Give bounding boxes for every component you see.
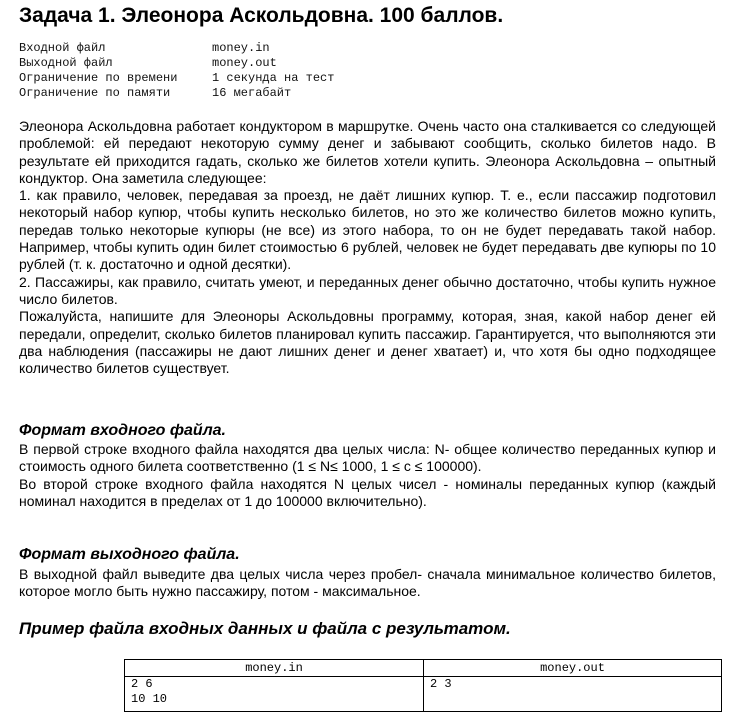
input-format-line-1: В первой строке входного файла находятся два целых числа: N- общее количество переданных купюр и стоимость одного билета соответственно (1 ≤ N≤ 1000, 1 ≤ c ≤ 100000). — [19, 441, 716, 475]
statement-intro: Элеонора Аскольдовна работает кондуктором в маршрутке. Очень часто она сталкивается со следующей проблемой: ей передают некоторую сумму денег и забывают сообщить, сколько билетов надо. В результате ей приходится гадать, сколько же билетов хотели купить. Элеонора Аскольдовна – опытный кондуктор. Она заметила следующее: — [19, 118, 716, 186]
example-table — [124, 659, 722, 712]
input-format-heading: Формат входного файла. — [19, 422, 226, 439]
statement-point-1: 1. как правило, человек, передавая за проезд, не даёт лишних купюр. Т. е., если пассажир подготовил некоторый набор купюр, чтобы купить несколько билетов, но это же количество билетов можно купить, передав только некоторые купюры (не все) из этого набора, то он не будет передавать такой набор. Например, чтобы купить один билет стоимостью 6 рублей, человек не будет передавать две купюры по 10 рублей (т. к. достаточно и одной десятки). — [19, 187, 716, 273]
output-format-heading: Формат выходного файла. — [19, 546, 240, 563]
limit-value: 16 мегабайт — [212, 86, 292, 100]
problem-title: Задача 1. Элеонора Аскольдовна. 100 баллов. — [19, 4, 504, 27]
example-data-row — [125, 677, 722, 712]
limit-row-input-file — [19, 41, 334, 56]
limit-row-output-file — [19, 56, 334, 71]
example-col-output: money.out — [424, 660, 722, 677]
input-format-text — [19, 441, 716, 510]
limit-key: Ограничение по времени — [19, 71, 178, 85]
limit-value: money.in — [212, 41, 270, 55]
example-output-data: 2 3 — [424, 677, 722, 712]
limit-row-memory — [19, 86, 334, 101]
limit-value: 1 секунда на тест — [212, 71, 335, 85]
example-col-input: money.in — [125, 660, 424, 677]
example-header-row — [125, 660, 722, 677]
example-heading: Пример файла входных данных и файла с результатом. — [19, 619, 511, 638]
statement-task: Пожалуйста, напишите для Элеоноры Аскольдовны программу, которая, зная, какой набор денег ей передали, определит, сколько билетов планировал купить пассажир. Гарантируется, что выполняются эти два наблюдения (пассажиры не дают лишних денег и денег хватает) и, что хотя бы одно подходящее количество билетов существует. — [19, 308, 716, 377]
limit-key: Выходной файл — [19, 56, 113, 70]
limit-value: money.out — [212, 56, 277, 70]
statement-point-2: 2. Пассажиры, как правило, считать умеют, и переданных денег обычно достаточно, чтобы купить нужное число билетов. — [19, 273, 716, 307]
problem-limits — [19, 41, 334, 101]
limit-key: Ограничение по памяти — [19, 86, 171, 100]
limit-row-time — [19, 71, 334, 86]
output-format-line: В выходной файл выведите два целых числа через пробел- сначала минимальное количество билетов, которое могло быть нужно пассажиру, потом - максимальное. — [19, 566, 716, 600]
example-input-data: 2 6 10 10 — [125, 677, 424, 712]
limit-key: Входной файл — [19, 41, 106, 55]
statement-text — [19, 118, 716, 377]
input-format-line-2: Во второй строке входного файла находятся N целых чисел - номиналы переданных купюр (каждый номинал находится в пределах от 1 до 100000 включительно). — [19, 475, 716, 509]
output-format-text — [19, 566, 716, 601]
